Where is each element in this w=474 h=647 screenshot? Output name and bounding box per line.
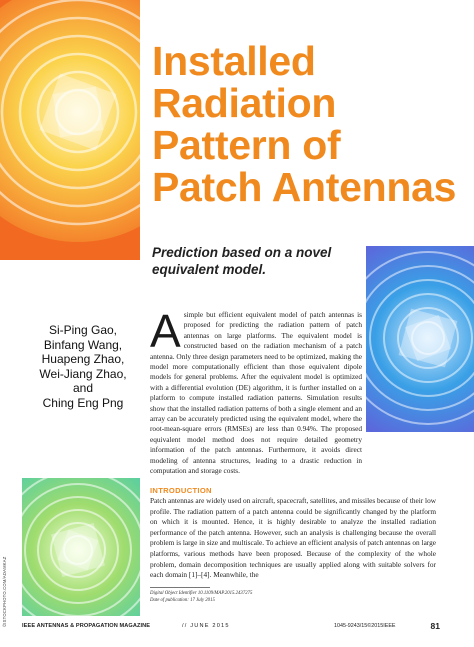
image-credit [2,470,12,630]
page-number: 81 [430,621,440,631]
title-line: Pattern of [152,122,341,168]
magazine-name: IEEE ANTENNAS & PROPAGATION MAGAZINE [22,623,151,629]
title-line: Installed [152,38,316,84]
article-subtitle [152,244,352,278]
abstract-block [150,305,362,477]
article-title [152,40,462,208]
image-credit-text: ©ISTOCKPHOTO.COM/ADAMKAZ [2,556,7,627]
doi-line: Digital Object Identifier 10.1109/MAP.2015.2437275 [150,591,253,596]
issue-date: // JUNE 2015 [182,623,230,629]
author-conjunction: and [72,381,94,396]
publication-date-line: Date of publication: 17 July 2015 [150,598,215,603]
abstract-text: simple but efficient equivalent model of patch antennas is proposed for predicting the radiation pattern of patch antennas on large platforms. The equivalent model is constructed based on the radiation mechanism of a patch antenna. Only three design parameters need to be optimized, making the model more computationally efficient than those equivalent dipole models for general problems. After the equivalent model is optimized with a differential evolution (DE) algorithm, it is further installed on a platform to compute installed radiation patterns. Simulation results show that the installed radiation patterns of both a single element and an array can be accurately predicted using the equivalent model, where the root-mean-square errors (RMSEs) are less than 0.94%. The proposed equivalent model method does not require detailed geometry information of the patch antennas. Furthermore, it avoids direct modeling of antenna structures, leading to a drastic reduction in computation and storage costs. [150,310,362,476]
introduction-text: Patch antennas are widely used on aircraft, spacecraft, satellites, and missiles because of their low profile. The radiation pattern of a patch antenna could be significantly changed by the platform on which it is mounted. Hence, it is highly desirable to analyze the installed radiation performance of the patch antenna. However, such an analysis is challenging because the overall problem is large in size and multiscale. To achieve an efficient analysis of patch antennas on large platforms, various methods have been proposed. Because of the complexity of the whole problem, domain decomposition techniques are usually applied along with suitable solvers for each domain [1]–[4]. Meanwhile, the [150,496,436,580]
orange-concentric-art [0,0,140,260]
author-name: Binfang Wang, [43,337,123,352]
drop-cap: A [150,305,181,357]
footnote [150,590,350,604]
issn-code: 1045-9243/15©2015IEEE [334,623,396,629]
author-name: Wei-Jiang Zhao, [39,366,127,381]
title-line: Radiation [152,80,337,126]
author-name: Si-Ping Gao, [48,323,118,337]
section-heading: INTRODUCTION [150,486,212,495]
author-name: Ching Eng Png [42,395,124,410]
blue-concentric-art [366,246,474,432]
title-line: Patch Antennas [152,164,457,210]
page-footer [22,621,440,635]
subtitle-line: Prediction based on a novel [152,245,332,260]
teal-concentric-art [22,478,140,616]
author-list [22,323,144,411]
subtitle-line: equivalent model. [152,262,267,277]
author-name: Huapeng Zhao, [41,352,125,367]
footnote-rule [150,587,210,588]
